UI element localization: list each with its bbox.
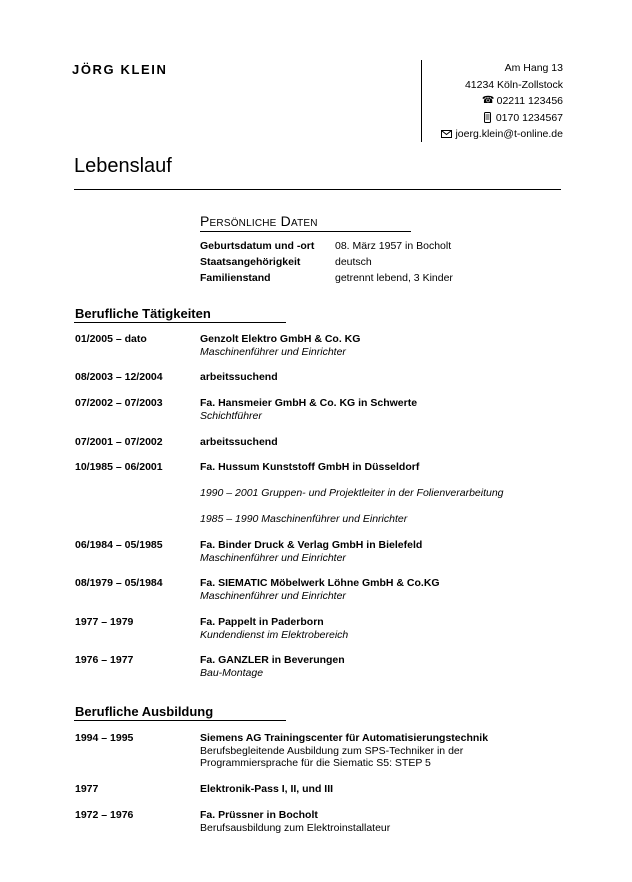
entry-employer: Fa. Pappelt in Paderborn <box>200 616 324 628</box>
entry-date: 1994 – 1995 <box>75 732 134 744</box>
email-row <box>441 126 563 143</box>
entry-description: Berufsbegleitende Ausbildung zum SPS-Techniker in der <box>200 744 464 757</box>
entry-employer: Fa. Binder Druck & Verlag GmbH in Bielefeld <box>200 539 423 551</box>
entry-role: Maschinenführer und Einrichter <box>200 345 346 358</box>
education-heading: Berufliche Ausbildung <box>75 704 214 719</box>
personal-row <box>200 272 453 284</box>
work-entry <box>75 333 560 358</box>
phone-number: 02211 123456 <box>496 95 563 107</box>
entry-date: 1977 – 1979 <box>75 616 134 628</box>
personal-value: 08. März 1957 in Bocholt <box>335 240 452 252</box>
personal-data-underline <box>200 231 411 232</box>
phone-row <box>441 93 563 110</box>
applicant-name: JÖRG KLEIN <box>72 62 168 77</box>
personal-value: deutsch <box>335 256 372 268</box>
entry-description: Programmiersprache für die Siematic S5: STEP 5 <box>200 757 431 769</box>
telephone-icon: ☎ <box>481 95 495 107</box>
envelope-icon <box>441 129 452 140</box>
entry-employer: Fa. SIEMATIC Möbelwerk Löhne GmbH & Co.KG <box>200 577 440 589</box>
work-entry <box>75 539 560 564</box>
entry-date: 07/2002 – 07/2003 <box>75 397 163 409</box>
entry-institution: Siemens AG Trainingscenter für Automatisierungstechnik <box>200 732 489 744</box>
page-title: Lebenslauf <box>74 155 172 177</box>
work-entry <box>75 371 560 384</box>
email-link[interactable]: joerg.klein@t-online.de <box>455 128 563 140</box>
work-entry <box>75 577 560 602</box>
entry-date: 1976 – 1977 <box>75 654 134 666</box>
entry-role: Kundendienst im Elektrobereich <box>200 628 349 641</box>
education-underline <box>74 720 286 721</box>
entry-date: 10/1985 – 06/2001 <box>75 461 163 473</box>
work-entry <box>75 397 560 422</box>
entry-institution: Fa. Prüssner in Bocholt <box>200 809 318 821</box>
mobile-phone-icon <box>482 112 493 123</box>
work-heading: Berufliche Tätigkeiten <box>75 306 211 321</box>
personal-label: Familienstand <box>200 272 271 284</box>
education-entry <box>75 732 560 770</box>
entry-role: Maschinenführer und Einrichter <box>200 589 346 602</box>
personal-data-heading: Persönliche Daten <box>200 213 318 229</box>
title-divider <box>74 189 561 190</box>
work-entry <box>75 616 560 641</box>
entry-date: 01/2005 – dato <box>75 333 147 345</box>
personal-row <box>200 256 372 268</box>
entry-role: Bau-Montage <box>200 666 264 679</box>
personal-label: Staatsangehörigkeit <box>200 256 301 268</box>
entry-date: 1972 – 1976 <box>75 809 134 821</box>
entry-note: 1985 – 1990 Maschinenführer und Einrichter <box>200 513 408 525</box>
work-entry <box>75 436 560 449</box>
mobile-number: 0170 1234567 <box>495 111 563 124</box>
entry-note: 1990 – 2001 Gruppen- und Projektleiter in der Folienverarbeitung <box>200 487 504 499</box>
entry-employer: Genzolt Elektro GmbH & Co. KG <box>200 333 361 345</box>
entry-institution: Elektronik-Pass I, II, und III <box>200 783 334 795</box>
entry-date: 08/1979 – 05/1984 <box>75 577 163 589</box>
work-entry <box>75 461 560 474</box>
entry-date: 07/2001 – 07/2002 <box>75 436 163 448</box>
entry-role: Maschinenführer und Einrichter <box>200 551 346 564</box>
mobile-row <box>441 110 563 127</box>
personal-label: Geburtsdatum und -ort <box>200 240 315 252</box>
entry-employer: Fa. GANZLER in Beverungen <box>200 654 345 666</box>
entry-role: Schichtführer <box>200 409 262 422</box>
entry-description: Berufsausbildung zum Elektroinstallateur <box>200 821 391 834</box>
personal-value: getrennt lebend, 3 Kinder <box>335 272 453 284</box>
entry-employer: Fa. Hansmeier GmbH & Co. KG in Schwerte <box>200 397 418 409</box>
work-underline <box>74 322 286 323</box>
education-entry <box>75 809 560 834</box>
entry-date: 1977 <box>75 783 99 795</box>
entry-employer: Fa. Hussum Kunststoff GmbH in Düsseldorf <box>200 461 420 473</box>
entry-date: 06/1984 – 05/1985 <box>75 539 163 551</box>
entry-date: 08/2003 – 12/2004 <box>75 371 163 383</box>
entry-employer: arbeitssuchend <box>200 436 278 448</box>
education-entry <box>75 783 560 796</box>
address-line-2: 41234 Köln-Zollstock <box>464 78 563 91</box>
address-line-1: Am Hang 13 <box>504 62 563 74</box>
work-entry <box>75 654 560 679</box>
personal-row <box>200 240 451 252</box>
header-divider <box>421 60 422 142</box>
entry-employer: arbeitssuchend <box>200 371 278 383</box>
contact-block <box>441 60 563 143</box>
